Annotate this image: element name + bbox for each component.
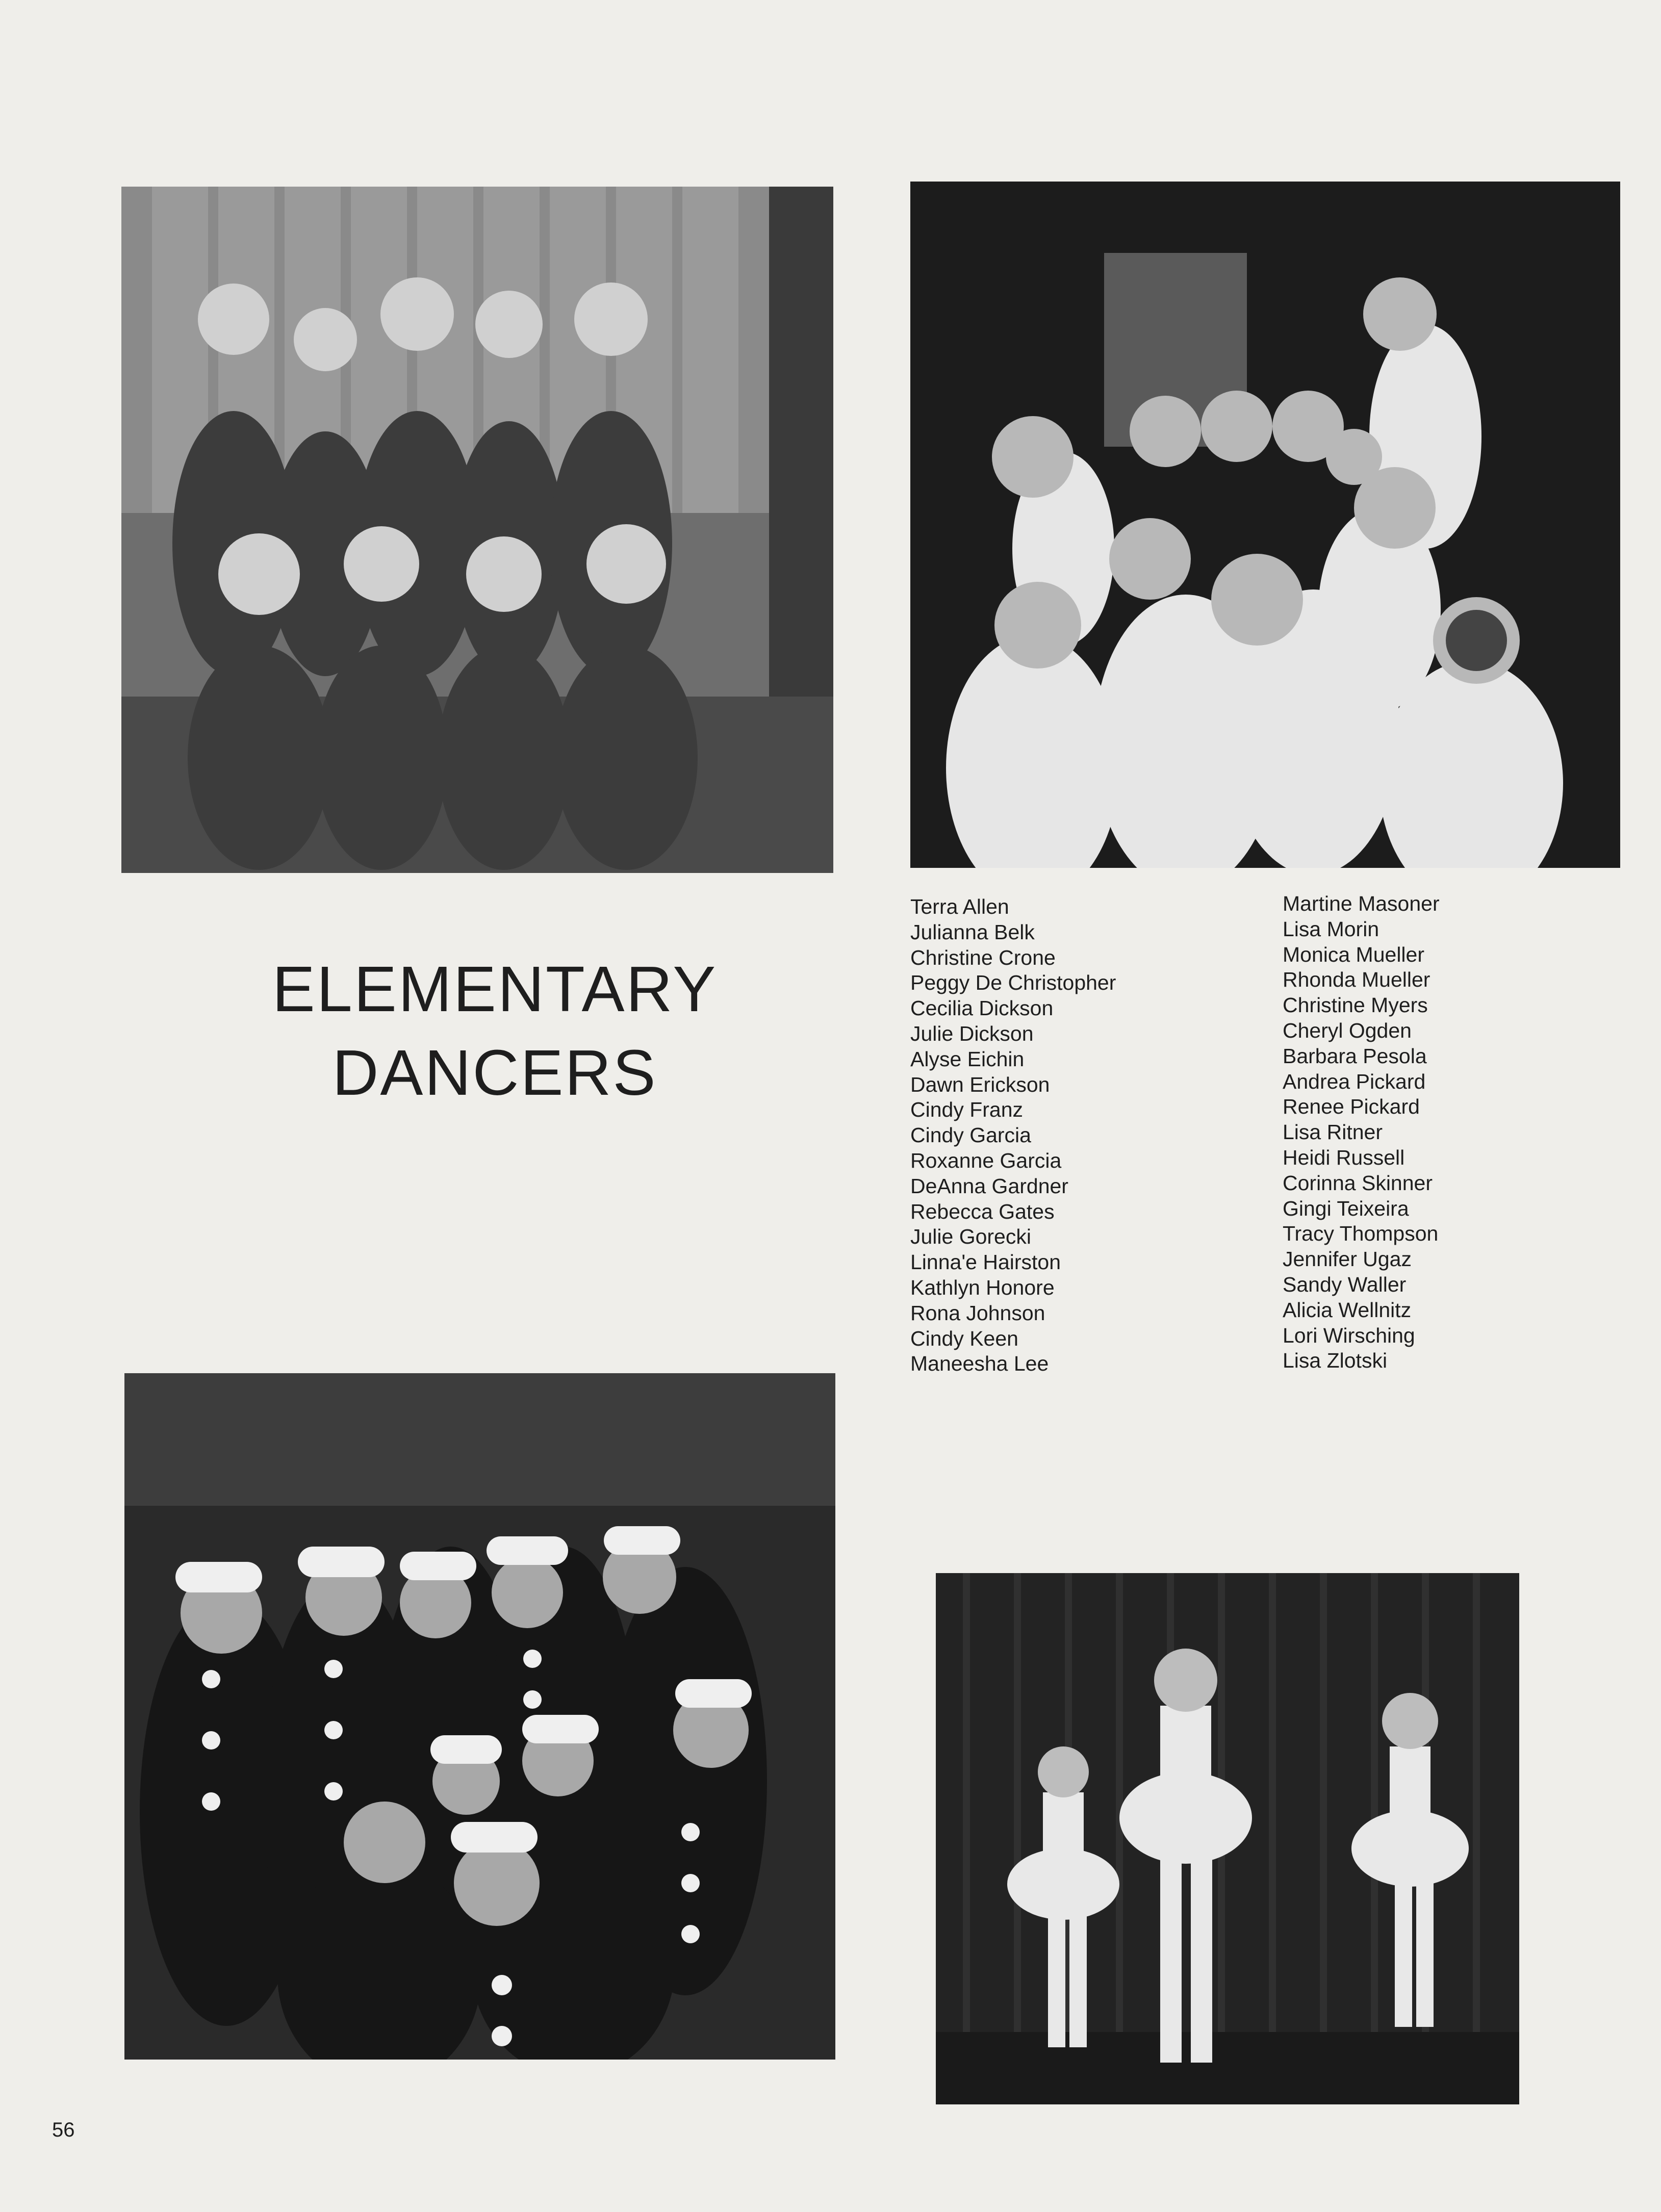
list-item: Renee Pickard <box>1283 1095 1420 1119</box>
list-item: Cecilia Dickson <box>910 996 1054 1020</box>
list-item: Corinna Skinner <box>1283 1171 1433 1195</box>
photo-ballet-dancers <box>910 182 1620 868</box>
list-item: Rebecca Gates <box>910 1199 1055 1223</box>
list-item: Martine Masoner <box>1283 892 1440 915</box>
page-title-line-2: DANCERS <box>332 1037 657 1109</box>
page-number: 56 <box>52 2119 75 2141</box>
list-item: Sandy Waller <box>1283 1272 1407 1296</box>
list-item: Peggy De Christopher <box>910 971 1116 995</box>
list-item: Rhonda Mueller <box>1283 968 1430 992</box>
photo-elf-dancers <box>121 187 833 873</box>
list-item: Roxanne Garcia <box>910 1148 1062 1172</box>
list-item: Tracy Thompson <box>1283 1222 1439 1246</box>
list-item: Cheryl Ogden <box>1283 1018 1412 1042</box>
list-item: Andrea Pickard <box>1283 1069 1426 1093</box>
list-item: Julianna Belk <box>910 920 1035 944</box>
list-item: Lisa Ritner <box>1283 1120 1383 1144</box>
list-item: Barbara Pesola <box>1283 1044 1427 1068</box>
page-title <box>204 947 785 1115</box>
list-item: Terra Allen <box>910 895 1009 918</box>
list-item: Rona Johnson <box>910 1301 1045 1325</box>
list-item: Lori Wirsching <box>1283 1323 1415 1347</box>
photo-santa-hat-dancers <box>124 1373 835 2060</box>
list-item: Heidi Russell <box>1283 1145 1405 1169</box>
list-item: Dawn Erickson <box>910 1072 1050 1096</box>
list-item: Gingi Teixeira <box>1283 1196 1409 1220</box>
names-list-column-1 <box>910 894 1116 1377</box>
list-item: Linna'e Hairston <box>910 1250 1061 1274</box>
list-item: Christine Crone <box>910 945 1056 969</box>
list-item: Monica Mueller <box>1283 942 1424 966</box>
names-list-column-2 <box>1283 891 1440 1374</box>
list-item: Julie Dickson <box>910 1021 1034 1045</box>
list-item: Maneesha Lee <box>910 1352 1049 1376</box>
list-item: Julie Gorecki <box>910 1225 1031 1249</box>
list-item: Cindy Franz <box>910 1098 1024 1122</box>
page-title-line-1: ELEMENTARY <box>272 953 718 1025</box>
list-item: Lisa Zlotski <box>1283 1349 1388 1373</box>
list-item: Christine Myers <box>1283 993 1428 1017</box>
list-item: Alyse Eichin <box>910 1047 1025 1071</box>
list-item: Cindy Keen <box>910 1326 1018 1350</box>
list-item: Cindy Garcia <box>910 1123 1031 1147</box>
list-item: DeAnna Gardner <box>910 1174 1068 1198</box>
list-item: Kathlyn Honore <box>910 1275 1055 1299</box>
photo-stage-ballet <box>936 1573 1519 2104</box>
list-item: Jennifer Ugaz <box>1283 1247 1412 1271</box>
list-item: Lisa Morin <box>1283 917 1379 941</box>
list-item: Alicia Wellnitz <box>1283 1298 1412 1322</box>
